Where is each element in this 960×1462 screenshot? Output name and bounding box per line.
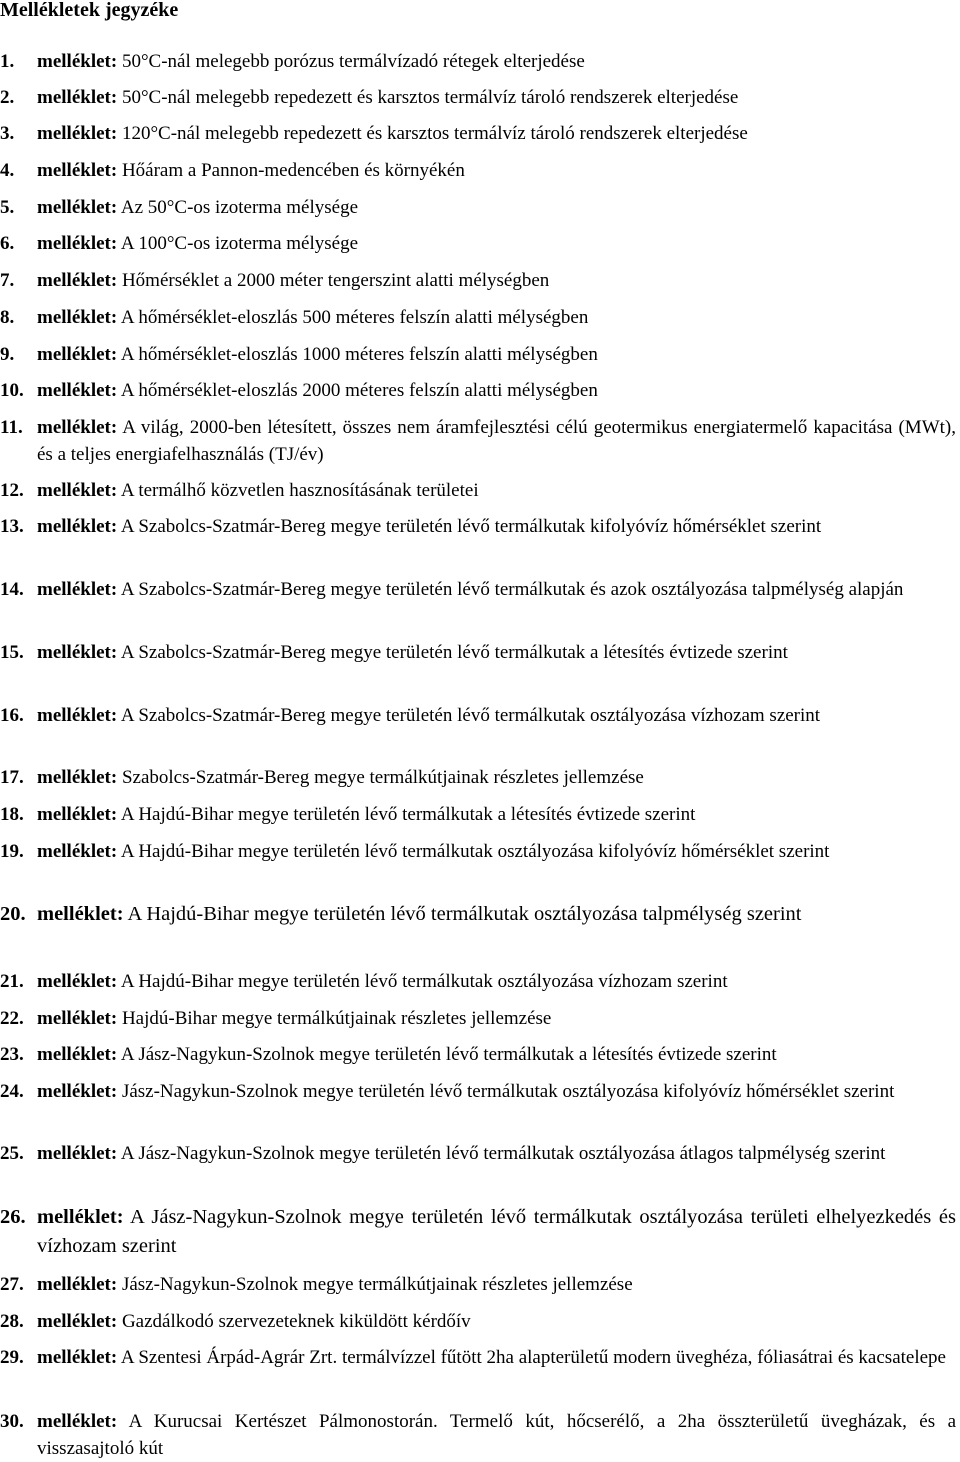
item-label: melléklet: bbox=[37, 480, 118, 501]
item-number: 6. bbox=[0, 233, 15, 254]
item-body bbox=[37, 702, 956, 729]
page-title: Mellékletek jegyzéke bbox=[0, 0, 179, 21]
item-number: 27. bbox=[0, 1274, 24, 1295]
appendix-item bbox=[0, 1203, 956, 1261]
item-text: A világ, 2000-ben létesített, összes nem áramfejlesztési célú geotermikus energiatermelő kapacitása (MWt), és a teljes energiafelhasználás (TJ/év) bbox=[37, 417, 956, 465]
item-body bbox=[37, 157, 956, 184]
item-body bbox=[37, 1308, 956, 1335]
item-body bbox=[37, 194, 956, 221]
item-body bbox=[37, 513, 956, 540]
appendix-item bbox=[0, 1140, 956, 1167]
item-text: A Hajdú-Bihar megye területén lévő termálkutak a létesítés évtizede szerint bbox=[120, 804, 696, 825]
item-number: 5. bbox=[0, 197, 15, 218]
item-number: 1. bbox=[0, 51, 15, 72]
appendix-item bbox=[0, 764, 956, 791]
item-text: A Szabolcs-Szatmár-Bereg megye területén lévő termálkutak kifolyóvíz hőmérséklet szerint bbox=[120, 516, 822, 537]
item-number: 20. bbox=[0, 903, 26, 925]
item-number: 19. bbox=[0, 841, 24, 862]
item-label: melléklet: bbox=[37, 123, 118, 144]
item-label: melléklet: bbox=[37, 1411, 118, 1432]
appendix-item bbox=[0, 1041, 956, 1068]
appendix-item bbox=[0, 968, 956, 995]
item-body bbox=[37, 120, 956, 147]
item-text: Az 50°C-os izoterma mélysége bbox=[120, 197, 359, 218]
item-label: melléklet: bbox=[37, 380, 118, 401]
item-number: 26. bbox=[0, 1206, 26, 1228]
item-label: melléklet: bbox=[37, 642, 118, 663]
item-text: Hőmérséklet a 2000 méter tengerszint alatti mélységben bbox=[121, 270, 550, 291]
item-body bbox=[37, 1344, 956, 1371]
appendix-item bbox=[0, 576, 956, 603]
item-text: Jász-Nagykun-Szolnok megye területén lévő termálkutak osztályozása kifolyóvíz hőmérséklet szerint bbox=[121, 1081, 895, 1102]
item-body bbox=[37, 1140, 956, 1167]
appendix-item bbox=[0, 801, 956, 828]
appendix-item bbox=[0, 1408, 956, 1462]
appendix-item bbox=[0, 341, 956, 368]
appendix-item bbox=[0, 48, 956, 75]
item-body bbox=[37, 267, 956, 294]
item-label: melléklet: bbox=[37, 270, 118, 291]
item-number: 29. bbox=[0, 1347, 24, 1368]
appendix-item bbox=[0, 513, 956, 540]
item-text: A Jász-Nagykun-Szolnok megye területén lévő termálkutak a létesítés évtizede szerint bbox=[120, 1044, 777, 1065]
item-text: Hőáram a Pannon-medencében és környékén bbox=[121, 160, 465, 181]
item-label: melléklet: bbox=[37, 1274, 118, 1295]
item-body bbox=[37, 639, 956, 666]
item-number: 10. bbox=[0, 380, 24, 401]
appendix-item bbox=[0, 1271, 956, 1298]
appendix-item bbox=[0, 639, 956, 666]
appendix-item bbox=[0, 267, 956, 294]
appendix-item bbox=[0, 702, 956, 729]
item-number: 23. bbox=[0, 1044, 24, 1065]
item-body bbox=[37, 838, 956, 865]
item-number: 28. bbox=[0, 1311, 24, 1332]
appendix-item bbox=[0, 377, 956, 404]
item-text: A Hajdú-Bihar megye területén lévő termálkutak osztályozása talpmélység szerint bbox=[127, 903, 802, 925]
item-number: 4. bbox=[0, 160, 15, 181]
appendix-item bbox=[0, 120, 956, 147]
item-number: 25. bbox=[0, 1143, 24, 1164]
item-body bbox=[37, 1041, 956, 1068]
item-label: melléklet: bbox=[37, 579, 118, 600]
item-label: melléklet: bbox=[37, 841, 118, 862]
item-label: melléklet: bbox=[37, 767, 118, 788]
item-label: melléklet: bbox=[37, 516, 118, 537]
appendix-item bbox=[0, 1344, 956, 1371]
item-body bbox=[37, 968, 956, 995]
appendix-item bbox=[0, 477, 956, 504]
item-text: A Szabolcs-Szatmár-Bereg megye területén lévő termálkutak osztályozása vízhozam szerint bbox=[120, 705, 821, 726]
item-text: Hajdú-Bihar megye termálkútjainak részletes jellemzése bbox=[121, 1008, 552, 1029]
item-number: 18. bbox=[0, 804, 24, 825]
appendix-item bbox=[0, 230, 956, 257]
item-label: melléklet: bbox=[37, 1347, 118, 1368]
item-number: 13. bbox=[0, 516, 24, 537]
item-text: A Jász-Nagykun-Szolnok megye területén lévő termálkutak osztályozása területi elhelyezkedés és vízhozam szerint bbox=[37, 1206, 956, 1257]
item-text: A Hajdú-Bihar megye területén lévő termálkutak osztályozása vízhozam szerint bbox=[120, 971, 728, 992]
item-label: melléklet: bbox=[37, 1311, 118, 1332]
item-text: Gazdálkodó szervezeteknek kiküldött kérdőív bbox=[121, 1311, 471, 1332]
item-label: melléklet: bbox=[37, 51, 118, 72]
item-body bbox=[37, 1408, 956, 1462]
appendix-item bbox=[0, 194, 956, 221]
item-number: 30. bbox=[0, 1411, 24, 1432]
item-body bbox=[37, 1271, 956, 1298]
item-text: A Szabolcs-Szatmár-Bereg megye területén lévő termálkutak a létesítés évtizede szerint bbox=[120, 642, 788, 663]
item-text: 120°C-nál melegebb repedezett és karsztos termálvíz tároló rendszerek elterjedése bbox=[121, 123, 748, 144]
item-label: melléklet: bbox=[37, 1206, 124, 1228]
item-body bbox=[37, 414, 956, 468]
appendix-item bbox=[0, 157, 956, 184]
item-number: 16. bbox=[0, 705, 24, 726]
appendix-item bbox=[0, 1308, 956, 1335]
item-label: melléklet: bbox=[37, 903, 124, 925]
item-body bbox=[37, 304, 956, 331]
item-label: melléklet: bbox=[37, 417, 118, 438]
item-body bbox=[37, 764, 956, 791]
item-text: Szabolcs-Szatmár-Bereg megye termálkútjainak részletes jellemzése bbox=[121, 767, 644, 788]
item-label: melléklet: bbox=[37, 160, 118, 181]
item-text: A Kurucsai Kertészet Pálmonostorán. Termelő kút, hőcserélő, a 2ha összterületű üvegházak, és a visszasajtoló kút bbox=[37, 1411, 957, 1459]
appendix-item bbox=[0, 84, 956, 111]
item-text: 50°C-nál melegebb porózus termálvízadó rétegek elterjedése bbox=[121, 51, 585, 72]
item-label: melléklet: bbox=[37, 233, 118, 254]
item-text: Jász-Nagykun-Szolnok megye termálkútjainak részletes jellemzése bbox=[121, 1274, 633, 1295]
item-body bbox=[37, 230, 956, 257]
item-text: A Szentesi Árpád-Agrár Zrt. termálvízzel fűtött 2ha alapterületű modern üveghéza, fóliasátrai és kacsatelepe bbox=[120, 1347, 946, 1368]
item-number: 11. bbox=[0, 417, 23, 438]
appendix-item bbox=[0, 1078, 956, 1105]
item-label: melléklet: bbox=[37, 804, 118, 825]
item-body bbox=[37, 48, 956, 75]
item-text: A hőmérséklet-eloszlás 1000 méteres felszín alatti mélységben bbox=[120, 344, 598, 365]
item-body bbox=[37, 576, 956, 603]
appendix-item bbox=[0, 838, 956, 865]
item-label: melléklet: bbox=[37, 1044, 118, 1065]
item-label: melléklet: bbox=[37, 1008, 118, 1029]
item-number: 2. bbox=[0, 87, 15, 108]
item-label: melléklet: bbox=[37, 87, 118, 108]
item-text: A 100°C-os izoterma mélysége bbox=[120, 233, 359, 254]
item-text: A Szabolcs-Szatmár-Bereg megye területén lévő termálkutak és azok osztályozása talpmélység alapján bbox=[120, 579, 904, 600]
item-number: 17. bbox=[0, 767, 24, 788]
item-text: A hőmérséklet-eloszlás 2000 méteres felszín alatti mélységben bbox=[120, 380, 598, 401]
item-number: 3. bbox=[0, 123, 15, 144]
item-body bbox=[37, 1005, 956, 1032]
item-label: melléklet: bbox=[37, 344, 118, 365]
appendix-item bbox=[0, 900, 956, 929]
item-number: 15. bbox=[0, 642, 24, 663]
item-number: 9. bbox=[0, 344, 15, 365]
item-number: 8. bbox=[0, 307, 15, 328]
item-number: 12. bbox=[0, 480, 24, 501]
item-body bbox=[37, 341, 956, 368]
item-body bbox=[37, 801, 956, 828]
item-label: melléklet: bbox=[37, 197, 118, 218]
item-label: melléklet: bbox=[37, 307, 118, 328]
item-text: A termálhő közvetlen hasznosításának területei bbox=[120, 480, 479, 501]
item-body bbox=[37, 900, 956, 929]
item-label: melléklet: bbox=[37, 1143, 118, 1164]
item-number: 21. bbox=[0, 971, 24, 992]
item-text: 50°C-nál melegebb repedezett és karsztos termálvíz tároló rendszerek elterjedése bbox=[121, 87, 739, 108]
item-text: A Jász-Nagykun-Szolnok megye területén lévő termálkutak osztályozása átlagos talpmélység szerint bbox=[120, 1143, 886, 1164]
item-body bbox=[37, 477, 956, 504]
item-body bbox=[37, 84, 956, 111]
appendix-item bbox=[0, 304, 956, 331]
item-label: melléklet: bbox=[37, 1081, 118, 1102]
item-number: 24. bbox=[0, 1081, 24, 1102]
item-body bbox=[37, 1078, 956, 1105]
item-text: A hőmérséklet-eloszlás 500 méteres felszín alatti mélységben bbox=[120, 307, 589, 328]
item-text: A Hajdú-Bihar megye területén lévő termálkutak osztályozása kifolyóvíz hőmérséklet szerint bbox=[120, 841, 830, 862]
item-number: 22. bbox=[0, 1008, 24, 1029]
item-body bbox=[37, 377, 956, 404]
item-label: melléklet: bbox=[37, 705, 118, 726]
appendix-item bbox=[0, 414, 956, 468]
item-label: melléklet: bbox=[37, 971, 118, 992]
item-body bbox=[37, 1203, 956, 1261]
appendix-item bbox=[0, 1005, 956, 1032]
item-number: 7. bbox=[0, 270, 15, 291]
item-number: 14. bbox=[0, 579, 24, 600]
